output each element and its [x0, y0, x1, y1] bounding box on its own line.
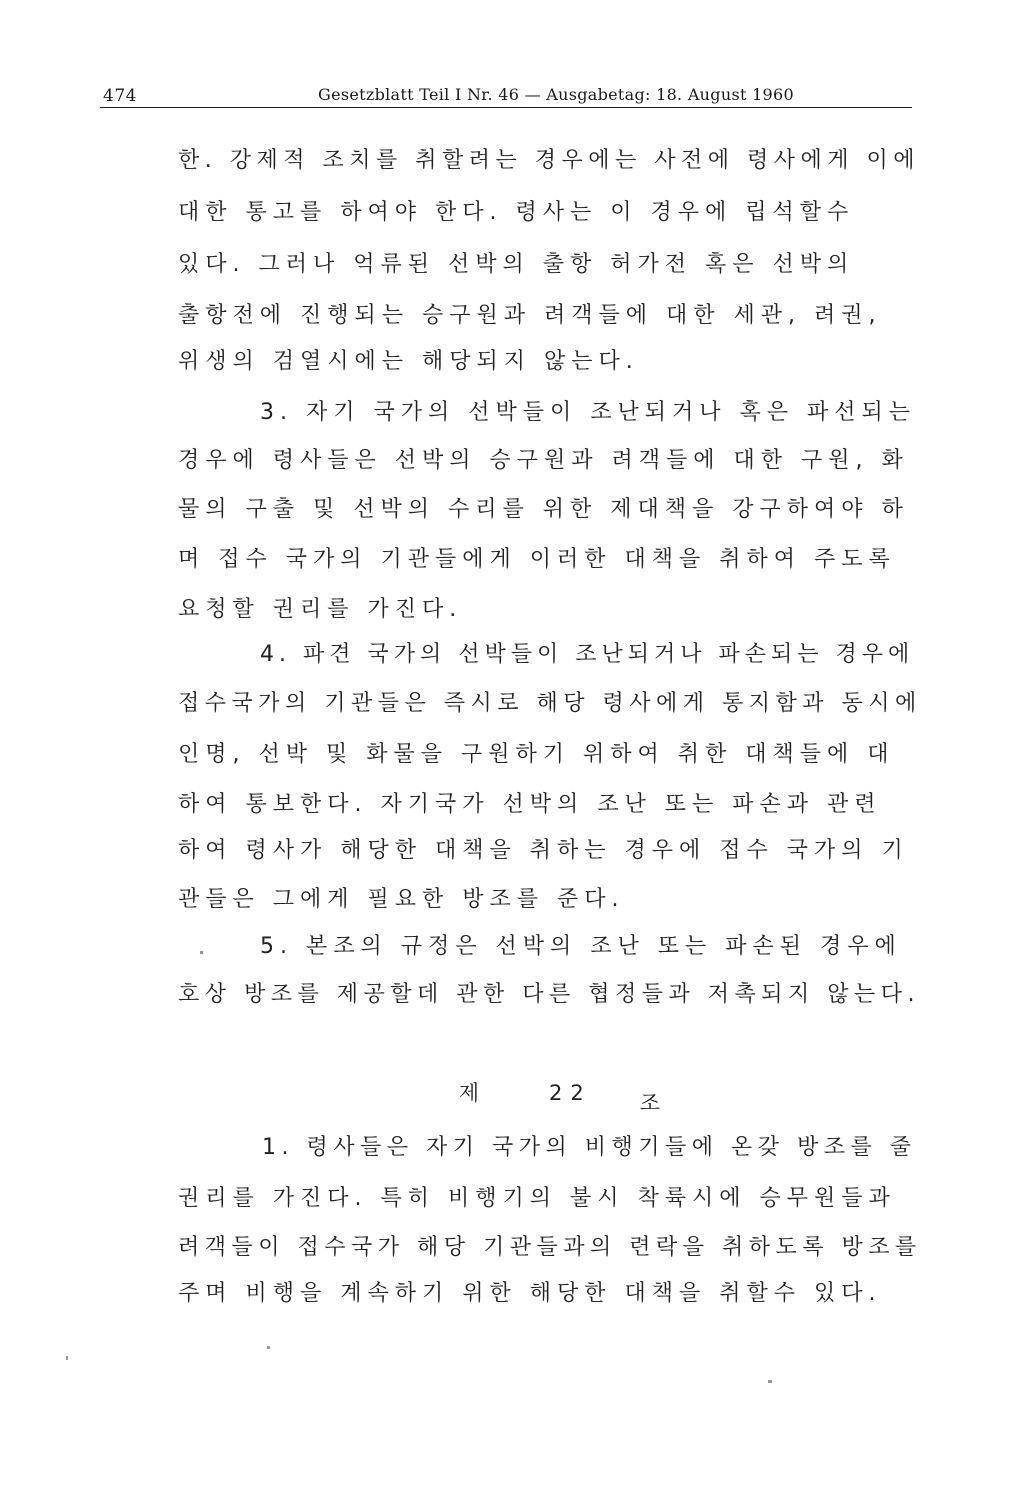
text-line: 주며 비행을 계속하기 위한 해당한 대책을 취할수 있다.	[178, 1281, 882, 1306]
article-number: 22	[549, 1081, 592, 1105]
scan-speck	[267, 1346, 270, 1349]
article-heading	[424, 1053, 662, 1131]
text-line: 하여 령사가 해당한 대책을 취하는 경우에 접수 국가의 기	[178, 838, 909, 863]
text-line: 하여 통보한다. 자기국가 선박의 조난 또는 파손과 관련	[178, 792, 882, 817]
running-head: Gesetzblatt Teil I Nr. 46 — Ausgabetag: 18. August 1960	[318, 85, 794, 104]
page-number: 474	[103, 86, 137, 106]
article-word-jo: 조	[639, 1091, 663, 1115]
text-line: 접수국가의 기관들은 즉시로 해당 령사에게 통지함과 동시에	[178, 691, 922, 716]
text-line: 인명, 선박 및 화물을 구원하기 위하여 취한 대책들에 대	[178, 742, 895, 767]
header-rule	[100, 107, 912, 108]
text-line: 있다. 그러나 억류된 선박의 출항 허가전 혹은 선박의	[178, 252, 855, 277]
text-line: 한. 강제적 조치를 취할려는 경우에는 사전에 령사에게 이에	[178, 148, 920, 173]
article-22-paragraph-1-first-line: 1. 령사들은 자기 국가의 비행기들에 온갖 방조를 줄	[262, 1135, 917, 1160]
text-line: 경우에 령사들은 선박의 승구원과 려객들에 대한 구원, 화	[178, 448, 909, 473]
scan-speck	[200, 951, 203, 954]
paragraph-5-first-line: 5. 본조의 규정은 선박의 조난 또는 파손된 경우에	[260, 934, 902, 959]
text-line: 대한 통고를 하여야 한다. 령사는 이 경우에 립석할수	[178, 200, 855, 225]
text-line: 호상 방조를 제공할데 관한 다른 협정들과 저촉되지 않는다.	[178, 982, 920, 1007]
article-word-je: 제	[458, 1081, 481, 1105]
paragraph-3-first-line: 3. 자기 국가의 선박들이 조난되거나 혹은 파선되는	[260, 400, 916, 425]
paragraph-4-first-line: 4. 파견 국가의 선박들이 조난되거나 파손되는 경우에	[260, 642, 915, 667]
scan-speck	[768, 1380, 772, 1383]
text-line: 위생의 검열시에는 해당되지 않는다.	[178, 349, 639, 374]
text-line: 출항전에 진행되는 승구원과 려객들에 대한 세관, 려권,	[178, 303, 882, 328]
scan-speck	[66, 1356, 68, 1360]
text-line: 려객들이 접수국가 해당 기관들과의 련락을 취하도록 방조를	[178, 1235, 922, 1260]
text-line: 관들은 그에게 필요한 방조를 준다.	[178, 887, 625, 912]
text-line: 며 접수 국가의 기관들에게 이러한 대책을 취하여 주도록	[178, 547, 896, 572]
text-line: 요청할 권리를 가진다.	[178, 597, 463, 622]
text-line: 물의 구출 및 선박의 수리를 위한 제대책을 강구하여야 하	[178, 497, 909, 522]
text-line: 권리를 가진다. 특히 비행기의 불시 착륙시에 승무원들과	[178, 1186, 896, 1211]
